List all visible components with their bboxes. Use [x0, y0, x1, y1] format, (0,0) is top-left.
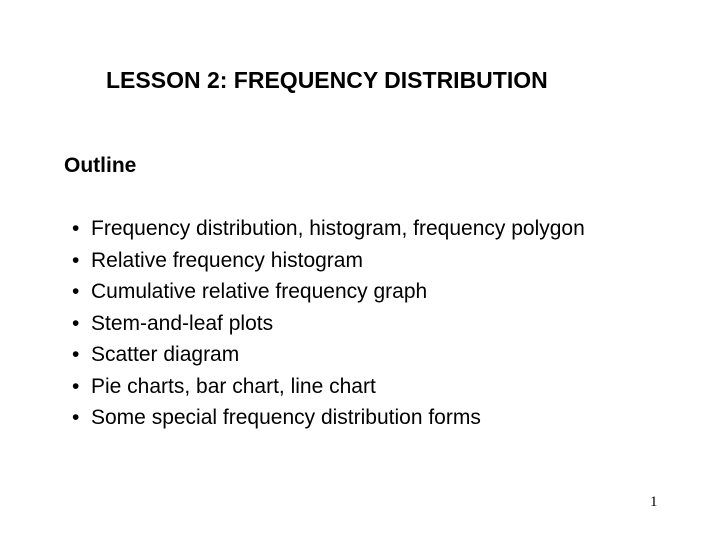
list-item: [72, 343, 585, 375]
bullet-icon: •: [72, 217, 80, 240]
list-item-text: Some special frequency distribution forms: [91, 406, 481, 429]
bullet-icon: •: [72, 343, 80, 366]
list-item: [72, 249, 585, 281]
list-item-text: Frequency distribution, histogram, frequency polygon: [91, 217, 585, 240]
list-item-text: Stem-and-leaf plots: [91, 311, 274, 335]
list-item: [72, 280, 585, 312]
list-item: [72, 406, 585, 438]
list-item: [72, 217, 585, 249]
outline-list: [72, 217, 585, 438]
bullet-icon: •: [72, 280, 80, 303]
list-item-text: Scatter diagram: [91, 343, 240, 366]
list-item: [72, 375, 585, 407]
slide-title: LESSON 2: FREQUENCY DISTRIBUTION: [106, 67, 548, 93]
bullet-icon: •: [72, 248, 80, 272]
page-number: 1: [650, 494, 658, 510]
bullet-icon: •: [72, 406, 80, 429]
bullet-icon: •: [72, 311, 80, 335]
list-item-text: Pie charts, bar chart, line chart: [91, 374, 376, 398]
list-item-text: Relative frequency histogram: [91, 248, 363, 272]
outline-heading: Outline: [64, 154, 137, 177]
list-item-text: Cumulative relative frequency graph: [91, 280, 428, 303]
list-item: [72, 312, 585, 344]
bullet-icon: •: [72, 374, 80, 398]
